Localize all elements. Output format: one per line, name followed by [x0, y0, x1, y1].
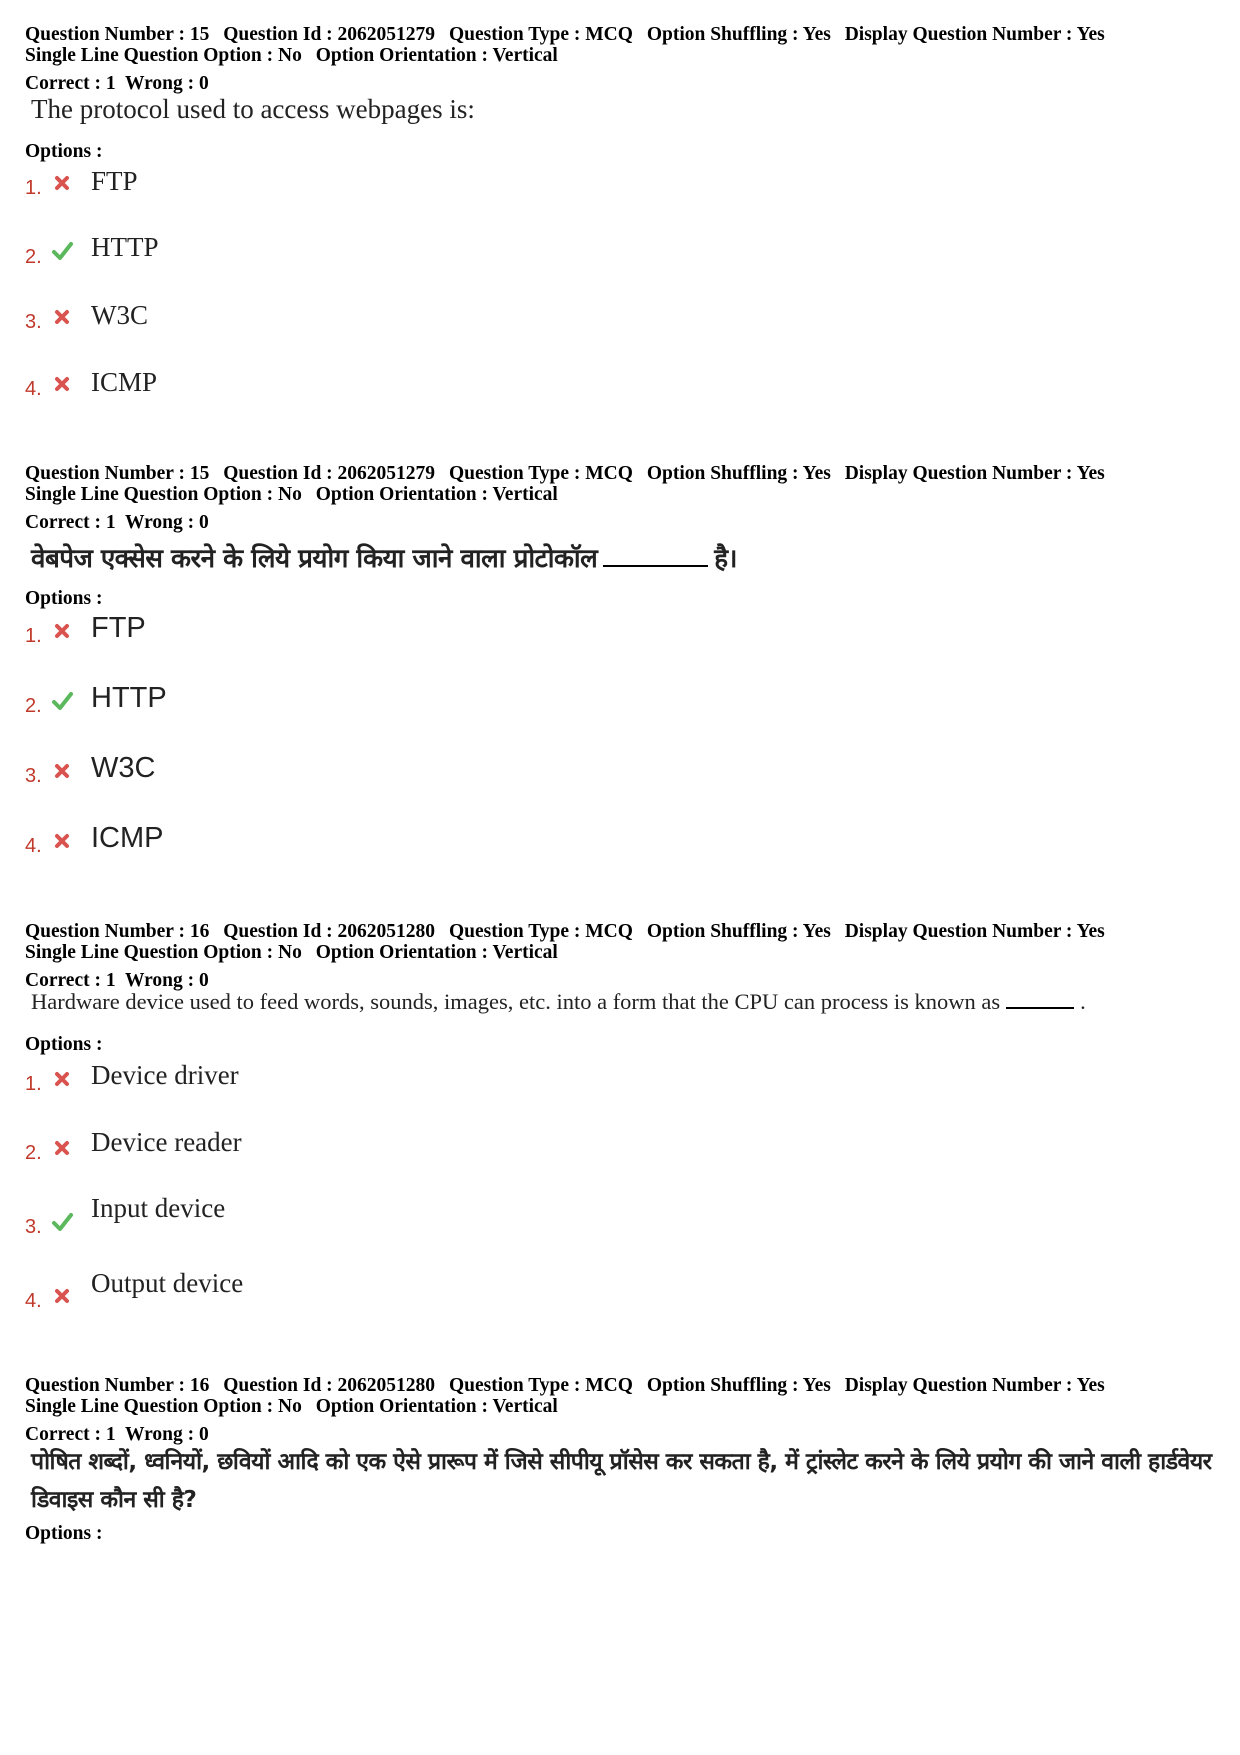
question-meta-line2: Single Line Question Option : No Option Orientation : Vertical [25, 484, 558, 505]
option-text: FTP [91, 166, 138, 196]
option-number: 3. [25, 311, 42, 333]
options-label: Options : [25, 1523, 103, 1544]
option-text: Device driver [91, 1060, 239, 1090]
option-2 [25, 232, 725, 278]
options-label: Options : [25, 141, 103, 162]
question-block-15-en [25, 24, 1220, 400]
answer-blank [603, 565, 708, 567]
option-number: 4. [25, 378, 42, 400]
option-number: 4. [25, 1290, 42, 1312]
options-label: Options : [25, 588, 103, 609]
question-meta-line1: Question Number : 16 Question Id : 2062051280 Question Type : MCQ Option Shuffling : Yes Display Question Number : Yes [25, 921, 1105, 942]
cross-icon [51, 1285, 73, 1307]
option-text: W3C [91, 300, 148, 330]
option-1 [25, 166, 725, 212]
question-text: पोषित शब्दों, ध्वनियों, छवियों आदि को एक ऐसे प्रारूप में जिसे सीपीयू प्रॉसेस कर सकता है, में ट्रांस्लेट करने के लिये प्रयोग की जाने वाली हार्डवेयर डिवाइस कौन सी है? [31, 1449, 1212, 1513]
question-text: The protocol used to access webpages is: [31, 94, 475, 124]
option-number: 2. [25, 695, 42, 717]
cross-icon [51, 1068, 73, 1090]
question-meta-line1: Question Number : 15 Question Id : 2062051279 Question Type : MCQ Option Shuffling : Yes Display Question Number : Yes [25, 24, 1105, 45]
option-text: FTP [91, 612, 146, 644]
option-text: HTTP [91, 682, 167, 714]
question-meta-line2: Single Line Question Option : No Option Orientation : Vertical [25, 1396, 558, 1417]
option-text: ICMP [91, 822, 164, 854]
check-icon [51, 240, 73, 262]
question-meta-line1: Question Number : 15 Question Id : 2062051279 Question Type : MCQ Option Shuffling : Yes Display Question Number : Yes [25, 463, 1105, 484]
option-number: 2. [25, 1142, 42, 1164]
question-block-15-hi [25, 463, 1220, 857]
option-1 [25, 1060, 725, 1108]
marks-info: Correct : 1 Wrong : 0 [25, 512, 209, 533]
cross-icon [51, 620, 73, 642]
option-3 [25, 300, 725, 346]
answer-blank [1006, 1007, 1074, 1009]
option-text: Device reader [91, 1127, 242, 1157]
option-text: W3C [91, 752, 156, 784]
question-block-16-hi [25, 1375, 1220, 1544]
cross-icon [51, 306, 73, 328]
check-icon [51, 690, 73, 712]
cross-icon [51, 830, 73, 852]
option-3 [25, 1193, 725, 1251]
option-4 [25, 367, 725, 413]
cross-icon [51, 172, 73, 194]
option-number: 1. [25, 177, 42, 199]
option-number: 4. [25, 835, 42, 857]
option-text: ICMP [91, 367, 158, 397]
option-text: Input device [91, 1193, 226, 1223]
option-number: 3. [25, 765, 42, 787]
question-meta-line2: Single Line Question Option : No Option Orientation : Vertical [25, 942, 558, 963]
options-label: Options : [25, 1034, 103, 1055]
option-2 [25, 682, 725, 730]
cross-icon [51, 373, 73, 395]
check-icon [51, 1211, 73, 1233]
option-3 [25, 752, 725, 800]
question-text: Hardware device used to feed words, sounds, images, etc. into a form that the CPU can process is known as . [31, 989, 1086, 1014]
option-2 [25, 1127, 725, 1177]
cross-icon [51, 1137, 73, 1159]
question-block-16-en [25, 921, 1220, 1312]
cross-icon [51, 760, 73, 782]
marks-info: Correct : 1 Wrong : 0 [25, 73, 209, 94]
question-text: वेबपेज एक्सेस करने के लिये प्रयोग किया जाने वाला प्रोटोकॉल है। [31, 544, 737, 574]
marks-info: Correct : 1 Wrong : 0 [25, 1424, 209, 1445]
option-number: 1. [25, 1073, 42, 1095]
option-text: HTTP [91, 232, 159, 262]
option-4 [25, 1268, 725, 1325]
option-number: 2. [25, 246, 42, 268]
marks-info: Correct : 1 Wrong : 0 [25, 970, 209, 991]
question-meta-line2: Single Line Question Option : No Option Orientation : Vertical [25, 45, 558, 66]
option-number: 1. [25, 625, 42, 647]
option-4 [25, 822, 725, 870]
question-meta-line1: Question Number : 16 Question Id : 2062051280 Question Type : MCQ Option Shuffling : Yes Display Question Number : Yes [25, 1375, 1105, 1396]
option-number: 3. [25, 1216, 42, 1238]
option-1 [25, 612, 725, 660]
option-text: Output device [91, 1268, 244, 1298]
